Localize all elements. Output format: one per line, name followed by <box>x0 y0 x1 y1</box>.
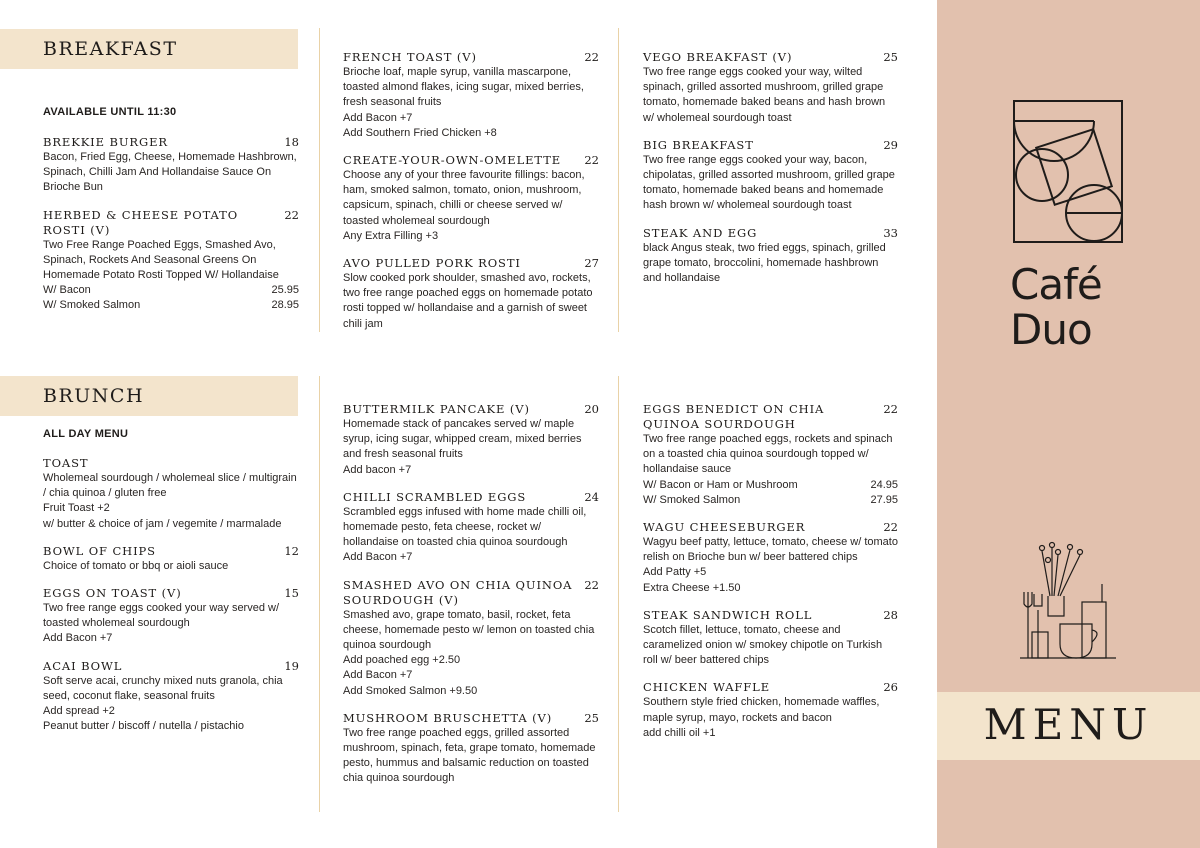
cafe-table-illustration-icon <box>1020 540 1116 662</box>
menu-item-header <box>43 659 299 674</box>
menu-item-header <box>643 138 898 153</box>
menu-item-price: 28 <box>883 607 898 622</box>
menu-item <box>343 711 599 787</box>
menu-item-price: 20 <box>584 402 599 416</box>
menu-item-description: Wholemeal sourdough / wholemeal slice / multigrain / chia quinoa / gluten free <box>43 472 297 500</box>
breakfast-col-3 <box>643 50 898 298</box>
menu-item-header <box>643 402 898 432</box>
menu-item-description: black Angus steak, two fried eggs, spinach, grilled grape tomato, broccolini, homemade hashbrown and hollandaise <box>643 241 886 285</box>
menu-item-name: CREATE-YOUR-OWN-OMELETTE <box>343 153 562 168</box>
menu-item <box>343 578 599 699</box>
brunch-title: BRUNCH <box>43 385 145 407</box>
menu-item-header <box>343 402 599 417</box>
menu-item-extra: Any Extra Filling +3 <box>343 229 439 242</box>
menu-item <box>643 520 898 596</box>
menu-item-name: FRENCH TOAST (V) <box>343 50 477 64</box>
menu-item-name: BUTTERMILK PANCAKE (V) <box>343 402 530 416</box>
menu-item <box>343 256 599 332</box>
menu-item <box>643 680 898 741</box>
menu-item-name: EGGS BENEDICT ON CHIA QUINOA SOURDOUGH <box>643 402 825 431</box>
menu-item-name: SMASHED AVO ON CHIA QUINOA SOURDOUGH (V) <box>343 577 573 607</box>
menu-item-price: 12 <box>284 543 299 558</box>
option-price: 27.95 <box>870 493 898 506</box>
menu-item-extra: Fruit Toast +2 <box>43 502 110 515</box>
menu-item-header <box>643 50 898 65</box>
menu-item-price: 27 <box>584 256 599 271</box>
menu-item-option <box>643 493 898 508</box>
menu-item-extra: Peanut butter / biscoff / nutella / pistachio <box>43 720 244 733</box>
menu-item-price: 22 <box>284 207 299 222</box>
menu-item-name: AVO PULLED PORK ROSTI <box>343 256 521 271</box>
menu-item-header <box>643 608 898 623</box>
menu-item-price: 25 <box>883 50 898 64</box>
menu-item-description: Soft serve acai, crunchy mixed nuts granola, chia seed, coconut flake, seasonal fruits <box>43 674 283 702</box>
menu-item <box>343 490 599 566</box>
menu-item-description: Two free range poached eggs, rockets and spinach on a toasted chia quinoa sourdough topped w/ hollandaise sauce <box>643 433 893 476</box>
option-price: 25.95 <box>271 284 299 297</box>
menu-item-name: HERBED & CHEESE POTATO ROSTI (V) <box>43 207 239 237</box>
menu-item-extra: w/ butter & choice of jam / vegemite / marmalade <box>43 517 282 530</box>
menu-item-description: Choose any of your three favourite fillings: bacon, ham, smoked salmon, tomato, onion, mushroom, capsicum, spinach, chilli or cheese served w/ toasted wholemeal sourdough <box>343 169 585 227</box>
menu-item-extra: Add Bacon +7 <box>343 669 413 682</box>
option-price: 28.95 <box>271 299 299 312</box>
menu-item-description: Two Free Range Poached Eggs, Smashed Avo, Spinach, Rockets And Seasonal Greens On Homemade Potato Rosti Topped W/ Hollandaise <box>43 238 279 282</box>
menu-item-name: STEAK AND EGG <box>643 225 758 240</box>
menu-item <box>643 50 898 126</box>
menu-item-option <box>43 298 299 313</box>
menu-item-name: BOWL OF CHIPS <box>43 543 156 558</box>
divider <box>319 376 320 812</box>
menu-item <box>43 456 299 532</box>
menu-label: MENU <box>983 700 1154 749</box>
menu-item <box>43 544 299 574</box>
menu-item-description: Two free range poached eggs, grilled assorted mushroom, spinach, feta, grape tomato, homemade pesto, hummus and balsamic reduction on toasted chia quinoa sourdough <box>343 726 596 785</box>
brunch-col-3 <box>643 402 898 753</box>
menu-item-description: Scotch fillet, lettuce, tomato, cheese and caramelized onion w/ smokey chipotle on Turkish roll w/ beer battered chips <box>643 623 883 667</box>
menu-item-price: 22 <box>883 402 898 416</box>
menu-item-name: BREKKIE BURGER <box>43 135 168 149</box>
menu-item-header <box>43 586 299 601</box>
menu-item-header <box>43 135 299 150</box>
menu-item-price: 26 <box>883 680 898 695</box>
menu-item-extra: Add bacon +7 <box>343 463 412 476</box>
menu-item-price: 29 <box>883 137 898 152</box>
option-label: W/ Smoked Salmon <box>43 299 141 312</box>
menu-item-price: 25 <box>584 710 599 725</box>
menu-item-extra: Extra Cheese +1.50 <box>643 581 741 594</box>
menu-item-name: MUSHROOM BRUSCHETTA (V) <box>343 710 553 725</box>
menu-item-description: Two free range eggs cooked your way, wilted spinach, grilled assorted mushroom, grilled grape tomato, homemade baked beans and hash brown w/ wholemeal sourdough toast <box>643 66 886 124</box>
menu-item <box>343 153 599 244</box>
menu-item-price: 19 <box>284 658 299 673</box>
menu-item-price: 22 <box>584 153 599 168</box>
menu-item-header <box>643 680 898 695</box>
menu-item-header <box>643 226 898 241</box>
menu-item-header <box>343 153 599 168</box>
menu-item-header <box>343 50 599 65</box>
menu-item-header <box>43 456 299 471</box>
menu-item-description: Bacon, Fried Egg, Cheese, Homemade Hashbrown, Spinach, Chilli Jam And Hollandaise Sauce On Brioche Bun <box>43 151 297 194</box>
menu-item-name: CHICKEN WAFFLE <box>643 680 771 695</box>
menu-item-name: STEAK SANDWICH ROLL <box>643 607 813 622</box>
divider <box>618 376 619 812</box>
menu-item-header <box>343 256 599 271</box>
menu-item-price: 33 <box>883 225 898 240</box>
brand-line-1: Café <box>1010 260 1102 309</box>
menu-item <box>643 608 898 669</box>
menu-item-extra: Add Patty +5 <box>643 566 707 579</box>
menu-item-extra: Add Southern Fried Chicken +8 <box>343 126 497 139</box>
option-price: 24.95 <box>870 478 898 491</box>
menu-item <box>43 586 299 647</box>
menu-item-description: Brioche loaf, maple syrup, vanilla mascarpone, toasted almond flakes, icing sugar, mixed berries, fresh seasonal fruits <box>343 66 584 109</box>
breakfast-subtitle: AVAILABLE UNTIL 11:30 <box>43 106 177 118</box>
menu-item-extra: add chilli oil +1 <box>643 726 716 739</box>
menu-item <box>343 50 599 141</box>
menu-item-description: Homemade stack of pancakes served w/ maple syrup, icing sugar, whipped cream, mixed berries and fresh seasonal fruits <box>343 418 582 461</box>
menu-item <box>343 402 599 478</box>
menu-item-extra: Add spread +2 <box>43 705 115 718</box>
menu-item-price: 22 <box>584 50 599 64</box>
menu-item-name: EGGS ON TOAST (V) <box>43 586 182 601</box>
menu-item-name: WAGU CHEESEBURGER <box>643 520 806 535</box>
menu-item-name: TOAST <box>43 456 89 470</box>
menu-item-price: 22 <box>883 520 898 535</box>
breakfast-col-2 <box>343 50 599 344</box>
menu-item-header <box>43 208 299 238</box>
menu-item <box>43 659 299 735</box>
menu-item-name: CHILLI SCRAMBLED EGGS <box>343 489 527 504</box>
menu-item-extra: Add Bacon +7 <box>43 632 113 645</box>
menu-item-price: 24 <box>584 489 599 504</box>
menu-item <box>43 135 299 196</box>
menu-item-description: Slow cooked pork shoulder, smashed avo, rockets, two free range poached eggs on homemade potato rosti topped w/ hollandaise and a garnish of sweet chili jam <box>343 272 593 330</box>
brunch-subtitle: ALL DAY MENU <box>43 428 129 440</box>
menu-item <box>643 402 898 508</box>
menu-item-header <box>343 711 599 726</box>
menu-item-header <box>643 520 898 535</box>
menu-item-extra: Add Smoked Salmon +9.50 <box>343 684 478 697</box>
breakfast-title: BREAKFAST <box>43 38 178 60</box>
menu-item-extra: Add poached egg +2.50 <box>343 654 461 667</box>
brunch-col-1 <box>43 456 299 746</box>
menu-item-extra: Add Bacon +7 <box>343 551 413 564</box>
menu-item-name: ACAI BOWL <box>43 658 123 673</box>
option-label: W/ Bacon <box>43 284 91 297</box>
brunch-band <box>0 376 298 416</box>
menu-item-price: 15 <box>284 586 299 601</box>
menu-item <box>643 138 898 214</box>
menu-item-price: 18 <box>284 135 299 149</box>
menu-item-option <box>643 478 898 493</box>
menu-item <box>43 208 299 314</box>
menu-item-description: Southern style fried chicken, homemade waffles, maple syrup, mayo, rockets and bacon <box>643 696 880 724</box>
brunch-col-2 <box>343 402 599 799</box>
option-label: W/ Bacon or Ham or Mushroom <box>643 478 798 491</box>
menu-item-name: BIG BREAKFAST <box>643 137 754 152</box>
menu-item <box>643 226 898 287</box>
brand-name <box>1010 262 1130 352</box>
cafe-duo-logo-icon <box>1012 99 1124 245</box>
menu-item-description: Two free range eggs cooked your way served w/ toasted wholemeal sourdough <box>43 602 280 630</box>
divider <box>319 28 320 332</box>
menu-item-header <box>43 544 299 559</box>
menu-item-extra: Add Bacon +7 <box>343 111 413 124</box>
breakfast-col-1 <box>43 135 299 326</box>
brand-line-2: Duo <box>1010 305 1092 354</box>
menu-item-description: Smashed avo, grape tomato, basil, rocket, feta cheese, homemade pesto w/ lemon on toasted chia quinoa sourdough <box>343 608 595 652</box>
menu-item-header <box>343 490 599 505</box>
menu-item-name: VEGO BREAKFAST (V) <box>643 50 793 64</box>
divider <box>618 28 619 332</box>
breakfast-band <box>0 29 298 69</box>
option-label: W/ Smoked Salmon <box>643 493 741 506</box>
menu-item-price: 22 <box>584 577 599 592</box>
menu-item-description: Two free range eggs cooked your way, bacon, chipolatas, grilled assorted mushroom, grilled grape tomato, homemade baked beans and homemade hash brown w/ wholemeal sourdough toast <box>643 153 895 212</box>
menu-item-description: Scrambled eggs infused with home made chilli oil, homemade pesto, feta cheese, rocket w/ hollandaise on toasted chia quinoa sourdough <box>343 505 587 549</box>
menu-item-description: Wagyu beef patty, lettuce, tomato, cheese w/ tomato relish on Brioche bun w/ beer battered chips <box>643 536 898 564</box>
menu-item-header <box>343 578 599 608</box>
menu-item-option <box>43 283 299 298</box>
menu-item-description: Choice of tomato or bbq or aioli sauce <box>43 559 229 572</box>
